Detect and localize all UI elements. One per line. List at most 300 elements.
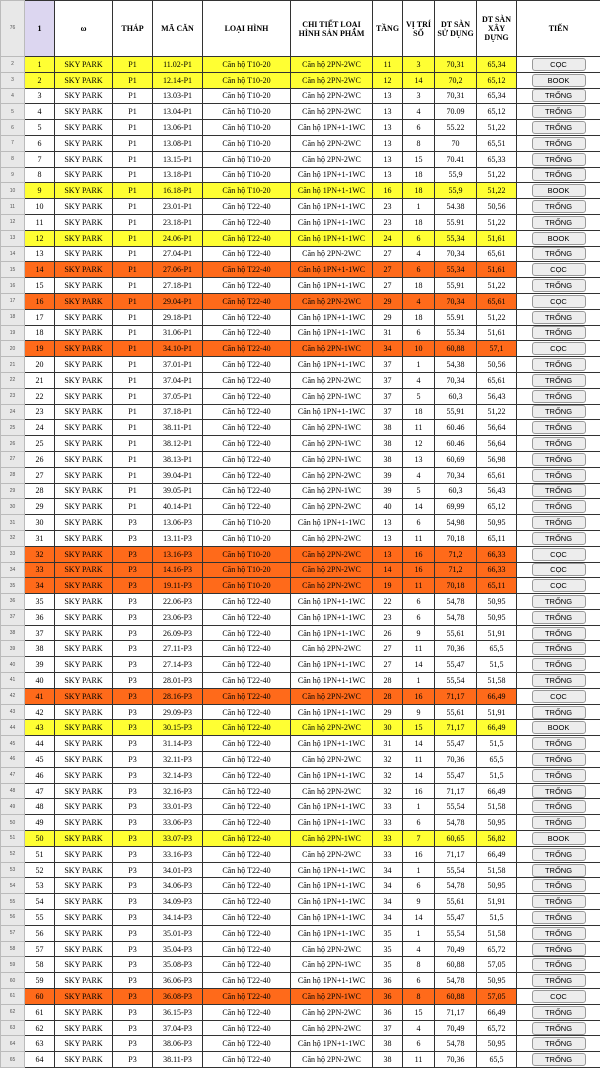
- position-cell[interactable]: 11: [403, 752, 435, 768]
- project-cell[interactable]: SKY PARK: [55, 925, 113, 941]
- type-cell[interactable]: Căn hộ T10-20: [203, 546, 291, 562]
- detail-cell[interactable]: Căn hộ 1PN+1-1WC: [291, 625, 373, 641]
- floor-cell[interactable]: 13: [373, 135, 403, 151]
- position-cell[interactable]: 4: [403, 1020, 435, 1036]
- tower-cell[interactable]: P3: [113, 957, 153, 973]
- area-build-cell[interactable]: 51,91: [477, 704, 517, 720]
- type-cell[interactable]: Căn hộ T22-40: [203, 262, 291, 278]
- row-number-cell[interactable]: 10: [1, 183, 25, 199]
- table-row[interactable]: [1, 894, 600, 910]
- type-cell[interactable]: Căn hộ T22-40: [203, 894, 291, 910]
- type-cell[interactable]: Căn hộ T10-20: [203, 151, 291, 167]
- stt-cell[interactable]: 64: [25, 1052, 55, 1068]
- status-cell[interactable]: [517, 341, 600, 357]
- stt-cell[interactable]: 63: [25, 1036, 55, 1052]
- detail-cell[interactable]: Căn hộ 1PN+1-1WC: [291, 357, 373, 373]
- position-cell[interactable]: 7: [403, 831, 435, 847]
- row-number-cell[interactable]: 33: [1, 546, 25, 562]
- area-build-cell[interactable]: 51,22: [477, 309, 517, 325]
- type-cell[interactable]: Căn hộ T22-40: [203, 846, 291, 862]
- detail-cell[interactable]: Căn hộ 1PN+1-1WC: [291, 167, 373, 183]
- area-build-cell[interactable]: 65,34: [477, 57, 517, 73]
- stt-cell[interactable]: 3: [25, 88, 55, 104]
- tower-cell[interactable]: P1: [113, 278, 153, 294]
- status-cell[interactable]: [517, 641, 600, 657]
- area-use-cell[interactable]: 55,9: [435, 183, 477, 199]
- area-build-cell[interactable]: 51,61: [477, 325, 517, 341]
- detail-cell[interactable]: Căn hộ 1PN+1-1WC: [291, 894, 373, 910]
- project-cell[interactable]: SKY PARK: [55, 120, 113, 136]
- status-cell[interactable]: [517, 167, 600, 183]
- status-cell[interactable]: [517, 894, 600, 910]
- detail-cell[interactable]: Căn hộ 1PN+1-1WC: [291, 199, 373, 215]
- table-row[interactable]: [1, 1004, 600, 1020]
- table-row[interactable]: [1, 862, 600, 878]
- detail-cell[interactable]: Căn hộ 2PN-2WC: [291, 688, 373, 704]
- tower-cell[interactable]: P3: [113, 688, 153, 704]
- stt-cell[interactable]: 27: [25, 467, 55, 483]
- status-cell[interactable]: [517, 293, 600, 309]
- detail-cell[interactable]: Căn hộ 2PN-1WC: [291, 420, 373, 436]
- floor-cell[interactable]: 34: [373, 910, 403, 926]
- table-row[interactable]: [1, 641, 600, 657]
- row-number-cell[interactable]: 43: [1, 704, 25, 720]
- stt-cell[interactable]: 19: [25, 341, 55, 357]
- detail-cell[interactable]: Căn hộ 2PN-2WC: [291, 641, 373, 657]
- detail-cell[interactable]: Căn hộ 1PN+1-1WC: [291, 609, 373, 625]
- status-cell[interactable]: [517, 609, 600, 625]
- position-cell[interactable]: 1: [403, 357, 435, 373]
- area-build-cell[interactable]: 51,61: [477, 230, 517, 246]
- floor-cell[interactable]: 27: [373, 246, 403, 262]
- unit-code-cell[interactable]: 13.04-P1: [153, 104, 203, 120]
- row-number-cell[interactable]: 50: [1, 815, 25, 831]
- unit-code-cell[interactable]: 13.06-P3: [153, 515, 203, 531]
- tower-cell[interactable]: P3: [113, 752, 153, 768]
- stt-cell[interactable]: 53: [25, 878, 55, 894]
- tower-cell[interactable]: P3: [113, 625, 153, 641]
- table-row[interactable]: [1, 467, 600, 483]
- tower-cell[interactable]: P1: [113, 135, 153, 151]
- area-use-cell[interactable]: 71,2: [435, 546, 477, 562]
- area-build-cell[interactable]: 51,58: [477, 799, 517, 815]
- project-cell[interactable]: SKY PARK: [55, 562, 113, 578]
- unit-code-cell[interactable]: 36.08-P3: [153, 989, 203, 1005]
- project-cell[interactable]: SKY PARK: [55, 783, 113, 799]
- area-build-cell[interactable]: 66,49: [477, 846, 517, 862]
- stt-cell[interactable]: 28: [25, 483, 55, 499]
- stt-cell[interactable]: 38: [25, 641, 55, 657]
- type-cell[interactable]: Căn hộ T22-40: [203, 467, 291, 483]
- status-cell[interactable]: [517, 262, 600, 278]
- unit-code-cell[interactable]: 13.11-P3: [153, 530, 203, 546]
- detail-cell[interactable]: Căn hộ 1PN+1-1WC: [291, 910, 373, 926]
- type-cell[interactable]: Căn hộ T22-40: [203, 1036, 291, 1052]
- table-row[interactable]: [1, 120, 600, 136]
- project-cell[interactable]: SKY PARK: [55, 846, 113, 862]
- area-use-cell[interactable]: 70,31: [435, 88, 477, 104]
- table-row[interactable]: [1, 657, 600, 673]
- project-cell[interactable]: SKY PARK: [55, 910, 113, 926]
- floor-cell[interactable]: 38: [373, 1036, 403, 1052]
- status-cell[interactable]: [517, 941, 600, 957]
- table-row[interactable]: [1, 515, 600, 531]
- row-number-cell[interactable]: 37: [1, 609, 25, 625]
- project-cell[interactable]: SKY PARK: [55, 372, 113, 388]
- project-cell[interactable]: SKY PARK: [55, 609, 113, 625]
- position-cell[interactable]: 18: [403, 278, 435, 294]
- stt-cell[interactable]: 21: [25, 372, 55, 388]
- area-build-cell[interactable]: 66,49: [477, 688, 517, 704]
- tower-cell[interactable]: P3: [113, 641, 153, 657]
- tower-cell[interactable]: P3: [113, 562, 153, 578]
- detail-cell[interactable]: Căn hộ 1PN+1-1WC: [291, 657, 373, 673]
- position-cell[interactable]: 8: [403, 135, 435, 151]
- status-cell[interactable]: [517, 657, 600, 673]
- type-cell[interactable]: Căn hộ T22-40: [203, 862, 291, 878]
- floor-cell[interactable]: 38: [373, 420, 403, 436]
- project-cell[interactable]: SKY PARK: [55, 957, 113, 973]
- type-cell[interactable]: Căn hộ T22-40: [203, 325, 291, 341]
- type-cell[interactable]: Căn hộ T10-20: [203, 72, 291, 88]
- stt-cell[interactable]: 13: [25, 246, 55, 262]
- floor-cell[interactable]: 33: [373, 799, 403, 815]
- tower-header[interactable]: THÁP: [113, 1, 153, 57]
- type-cell[interactable]: Căn hộ T22-40: [203, 1004, 291, 1020]
- position-cell[interactable]: 1: [403, 925, 435, 941]
- project-cell[interactable]: SKY PARK: [55, 451, 113, 467]
- type-cell[interactable]: Căn hộ T22-40: [203, 973, 291, 989]
- tower-cell[interactable]: P1: [113, 325, 153, 341]
- detail-cell[interactable]: Căn hộ 2PN-2WC: [291, 941, 373, 957]
- row-number-cell[interactable]: 56: [1, 910, 25, 926]
- type-cell[interactable]: Căn hộ T10-20: [203, 120, 291, 136]
- area-build-cell[interactable]: 50,95: [477, 594, 517, 610]
- area-use-cell[interactable]: 70,2: [435, 72, 477, 88]
- floor-cell[interactable]: 32: [373, 783, 403, 799]
- status-cell[interactable]: [517, 57, 600, 73]
- project-cell[interactable]: SKY PARK: [55, 989, 113, 1005]
- row-number-cell[interactable]: 40: [1, 657, 25, 673]
- stt-cell[interactable]: 61: [25, 1004, 55, 1020]
- detail-cell[interactable]: Căn hộ 2PN-1WC: [291, 957, 373, 973]
- table-row[interactable]: [1, 499, 600, 515]
- table-row[interactable]: [1, 815, 600, 831]
- area-use-cell[interactable]: 55,47: [435, 657, 477, 673]
- type-cell[interactable]: Căn hộ T22-40: [203, 499, 291, 515]
- table-row[interactable]: [1, 357, 600, 373]
- detail-cell[interactable]: Căn hộ 1PN+1-1WC: [291, 262, 373, 278]
- floor-cell[interactable]: 37: [373, 1020, 403, 1036]
- tower-cell[interactable]: P1: [113, 404, 153, 420]
- floor-cell[interactable]: 33: [373, 815, 403, 831]
- tower-cell[interactable]: P1: [113, 467, 153, 483]
- area-build-cell[interactable]: 50,56: [477, 357, 517, 373]
- project-cell[interactable]: SKY PARK: [55, 1036, 113, 1052]
- area-use-cell[interactable]: 55,54: [435, 925, 477, 941]
- row-number-cell[interactable]: 36: [1, 594, 25, 610]
- project-cell[interactable]: SKY PARK: [55, 625, 113, 641]
- status-cell[interactable]: [517, 530, 600, 546]
- area-use-cell[interactable]: 70.41: [435, 151, 477, 167]
- area-use-cell[interactable]: 70,36: [435, 641, 477, 657]
- type-cell[interactable]: Căn hộ T22-40: [203, 293, 291, 309]
- table-row[interactable]: [1, 1020, 600, 1036]
- area-use-cell[interactable]: 60,65: [435, 831, 477, 847]
- position-cell[interactable]: 14: [403, 499, 435, 515]
- area-use-cell[interactable]: 55,47: [435, 767, 477, 783]
- table-row[interactable]: [1, 309, 600, 325]
- detail-cell[interactable]: Căn hộ 1PN+1-1WC: [291, 183, 373, 199]
- stt-cell[interactable]: 31: [25, 530, 55, 546]
- table-row[interactable]: [1, 925, 600, 941]
- detail-cell[interactable]: Căn hộ 2PN-2WC: [291, 530, 373, 546]
- table-row[interactable]: [1, 388, 600, 404]
- detail-cell[interactable]: Căn hộ 1PN+1-1WC: [291, 515, 373, 531]
- status-cell[interactable]: [517, 483, 600, 499]
- stt-cell[interactable]: 11: [25, 214, 55, 230]
- project-cell[interactable]: SKY PARK: [55, 57, 113, 73]
- row-number-cell[interactable]: 5: [1, 104, 25, 120]
- status-cell[interactable]: [517, 562, 600, 578]
- position-cell[interactable]: 6: [403, 594, 435, 610]
- stt-cell[interactable]: 62: [25, 1020, 55, 1036]
- stt-cell[interactable]: 32: [25, 546, 55, 562]
- project-cell[interactable]: SKY PARK: [55, 578, 113, 594]
- area-use-cell[interactable]: 54,38: [435, 357, 477, 373]
- detail-cell[interactable]: Căn hộ 2PN-2WC: [291, 1052, 373, 1068]
- detail-cell[interactable]: Căn hộ 1PN+1-1WC: [291, 815, 373, 831]
- status-cell[interactable]: [517, 1020, 600, 1036]
- stt-cell[interactable]: 4: [25, 104, 55, 120]
- table-row[interactable]: [1, 1036, 600, 1052]
- area-use-cell[interactable]: 55,91: [435, 278, 477, 294]
- tower-cell[interactable]: P3: [113, 594, 153, 610]
- unit-code-cell[interactable]: 13.06-P1: [153, 120, 203, 136]
- type-cell[interactable]: Căn hộ T22-40: [203, 736, 291, 752]
- project-cell[interactable]: SKY PARK: [55, 515, 113, 531]
- status-cell[interactable]: [517, 372, 600, 388]
- stt-cell[interactable]: 14: [25, 262, 55, 278]
- table-row[interactable]: [1, 420, 600, 436]
- status-cell[interactable]: [517, 120, 600, 136]
- tower-cell[interactable]: P3: [113, 515, 153, 531]
- table-row[interactable]: [1, 973, 600, 989]
- floor-cell[interactable]: 11: [373, 57, 403, 73]
- project-cell[interactable]: SKY PARK: [55, 673, 113, 689]
- table-row[interactable]: [1, 88, 600, 104]
- status-cell[interactable]: [517, 546, 600, 562]
- project-cell[interactable]: SKY PARK: [55, 799, 113, 815]
- area-build-cell[interactable]: 57,05: [477, 989, 517, 1005]
- area-use-cell[interactable]: 70,49: [435, 941, 477, 957]
- floor-cell[interactable]: 13: [373, 167, 403, 183]
- floor-cell[interactable]: 29: [373, 309, 403, 325]
- tower-cell[interactable]: P1: [113, 262, 153, 278]
- type-cell[interactable]: Căn hộ T10-20: [203, 578, 291, 594]
- area-use-cell[interactable]: 71,17: [435, 783, 477, 799]
- position-cell[interactable]: 6: [403, 609, 435, 625]
- area-use-cell[interactable]: 55,9: [435, 167, 477, 183]
- status-cell[interactable]: [517, 815, 600, 831]
- type-cell[interactable]: Căn hộ T22-40: [203, 214, 291, 230]
- position-cell[interactable]: 14: [403, 767, 435, 783]
- unit-code-cell[interactable]: 13.03-P1: [153, 88, 203, 104]
- position-cell[interactable]: 9: [403, 704, 435, 720]
- stt-cell[interactable]: 46: [25, 767, 55, 783]
- area-build-cell[interactable]: 50,95: [477, 878, 517, 894]
- table-row[interactable]: [1, 767, 600, 783]
- unit-code-cell[interactable]: 27.11-P3: [153, 641, 203, 657]
- area-use-cell[interactable]: 54,78: [435, 609, 477, 625]
- project-cell[interactable]: SKY PARK: [55, 973, 113, 989]
- project-cell[interactable]: SKY PARK: [55, 594, 113, 610]
- stt-cell[interactable]: 15: [25, 278, 55, 294]
- position-cell[interactable]: 5: [403, 388, 435, 404]
- area-build-cell[interactable]: 65,61: [477, 246, 517, 262]
- floor-cell[interactable]: 37: [373, 404, 403, 420]
- floor-cell[interactable]: 27: [373, 278, 403, 294]
- position-cell[interactable]: 8: [403, 957, 435, 973]
- unit-code-cell[interactable]: 27.14-P3: [153, 657, 203, 673]
- project-cell[interactable]: SKY PARK: [55, 246, 113, 262]
- table-row[interactable]: [1, 1052, 600, 1068]
- row-number-cell[interactable]: 62: [1, 1004, 25, 1020]
- project-cell[interactable]: SKY PARK: [55, 1052, 113, 1068]
- stt-cell[interactable]: 50: [25, 831, 55, 847]
- tower-cell[interactable]: P1: [113, 88, 153, 104]
- table-row[interactable]: [1, 910, 600, 926]
- status-cell[interactable]: [517, 183, 600, 199]
- detail-cell[interactable]: Căn hộ 2PN-1WC: [291, 341, 373, 357]
- type-cell[interactable]: Căn hộ T22-40: [203, 657, 291, 673]
- status-cell[interactable]: [517, 720, 600, 736]
- area-build-cell[interactable]: 65,61: [477, 293, 517, 309]
- row-number-cell[interactable]: 20: [1, 341, 25, 357]
- unit-code-cell[interactable]: 34.06-P3: [153, 878, 203, 894]
- type-cell[interactable]: Căn hộ T22-40: [203, 688, 291, 704]
- area-build-cell[interactable]: 51,91: [477, 625, 517, 641]
- floor-cell[interactable]: 19: [373, 578, 403, 594]
- detail-cell[interactable]: Căn hộ 1PN+1-1WC: [291, 799, 373, 815]
- table-row[interactable]: [1, 293, 600, 309]
- row-number-cell[interactable]: 55: [1, 894, 25, 910]
- tower-cell[interactable]: P1: [113, 436, 153, 452]
- stt-cell[interactable]: 35: [25, 594, 55, 610]
- stt-cell[interactable]: 5: [25, 120, 55, 136]
- unit-code-cell[interactable]: 29.04-P1: [153, 293, 203, 309]
- type-cell[interactable]: Căn hộ T22-40: [203, 420, 291, 436]
- table-row[interactable]: [1, 530, 600, 546]
- stt-cell[interactable]: 52: [25, 862, 55, 878]
- project-cell[interactable]: SKY PARK: [55, 720, 113, 736]
- type-cell[interactable]: Căn hộ T22-40: [203, 673, 291, 689]
- row-number-cell[interactable]: 38: [1, 625, 25, 641]
- stt-cell[interactable]: 58: [25, 957, 55, 973]
- area-use-cell[interactable]: 70,18: [435, 578, 477, 594]
- status-cell[interactable]: [517, 673, 600, 689]
- unit-code-cell[interactable]: 13.18-P1: [153, 167, 203, 183]
- row-number-header[interactable]: 76: [1, 1, 25, 57]
- unit-code-cell[interactable]: 28.01-P3: [153, 673, 203, 689]
- table-row[interactable]: [1, 372, 600, 388]
- position-cell[interactable]: 3: [403, 57, 435, 73]
- stt-cell[interactable]: 51: [25, 846, 55, 862]
- area-build-cell[interactable]: 65,12: [477, 72, 517, 88]
- detail-cell[interactable]: Căn hộ 2PN-2WC: [291, 246, 373, 262]
- type-cell[interactable]: Căn hộ T22-40: [203, 720, 291, 736]
- detail-cell[interactable]: Căn hộ 1PN+1-1WC: [291, 309, 373, 325]
- floor-cell[interactable]: 27: [373, 657, 403, 673]
- tower-cell[interactable]: P3: [113, 894, 153, 910]
- floor-cell[interactable]: 13: [373, 120, 403, 136]
- area-use-cell[interactable]: 70,34: [435, 467, 477, 483]
- row-number-cell[interactable]: 42: [1, 688, 25, 704]
- tower-cell[interactable]: P3: [113, 799, 153, 815]
- table-row[interactable]: [1, 262, 600, 278]
- status-cell[interactable]: [517, 625, 600, 641]
- detail-cell[interactable]: Căn hộ 1PN+1-1WC: [291, 214, 373, 230]
- type-cell[interactable]: Căn hộ T10-20: [203, 135, 291, 151]
- table-row[interactable]: [1, 831, 600, 847]
- table-row[interactable]: [1, 783, 600, 799]
- area-build-header[interactable]: DT SÀN XÂY DỰNG: [477, 1, 517, 57]
- position-cell[interactable]: 18: [403, 183, 435, 199]
- position-cell[interactable]: 11: [403, 641, 435, 657]
- detail-cell[interactable]: Căn hộ 2PN-2WC: [291, 546, 373, 562]
- row-number-cell[interactable]: 51: [1, 831, 25, 847]
- type-cell[interactable]: Căn hộ T22-40: [203, 199, 291, 215]
- area-use-cell[interactable]: 55,61: [435, 704, 477, 720]
- area-use-cell[interactable]: 55.34: [435, 325, 477, 341]
- stt-cell[interactable]: 45: [25, 752, 55, 768]
- area-use-cell[interactable]: 55,61: [435, 625, 477, 641]
- project-cell[interactable]: SKY PARK: [55, 767, 113, 783]
- project-cell[interactable]: SKY PARK: [55, 894, 113, 910]
- detail-cell[interactable]: Căn hộ 2PN-2WC: [291, 846, 373, 862]
- stt-cell[interactable]: 10: [25, 199, 55, 215]
- position-cell[interactable]: 6: [403, 973, 435, 989]
- tower-cell[interactable]: P1: [113, 420, 153, 436]
- detail-cell[interactable]: Căn hộ 2PN-2WC: [291, 72, 373, 88]
- stt-cell[interactable]: 59: [25, 973, 55, 989]
- area-use-cell[interactable]: 60,3: [435, 388, 477, 404]
- position-cell[interactable]: 1: [403, 862, 435, 878]
- tower-cell[interactable]: P1: [113, 309, 153, 325]
- status-cell[interactable]: [517, 451, 600, 467]
- floor-cell[interactable]: 26: [373, 625, 403, 641]
- row-number-cell[interactable]: 15: [1, 262, 25, 278]
- table-row[interactable]: [1, 578, 600, 594]
- table-row[interactable]: [1, 230, 600, 246]
- area-use-cell[interactable]: 54.38: [435, 199, 477, 215]
- table-row[interactable]: [1, 941, 600, 957]
- table-row[interactable]: [1, 167, 600, 183]
- detail-cell[interactable]: Căn hộ 1PN+1-1WC: [291, 878, 373, 894]
- table-row[interactable]: [1, 246, 600, 262]
- table-row[interactable]: [1, 325, 600, 341]
- tower-cell[interactable]: P3: [113, 704, 153, 720]
- floor-cell[interactable]: 39: [373, 467, 403, 483]
- row-number-cell[interactable]: 54: [1, 878, 25, 894]
- tower-cell[interactable]: P3: [113, 720, 153, 736]
- tower-cell[interactable]: P1: [113, 499, 153, 515]
- type-cell[interactable]: Căn hộ T10-20: [203, 515, 291, 531]
- area-use-cell[interactable]: 54,78: [435, 594, 477, 610]
- floor-cell[interactable]: 13: [373, 88, 403, 104]
- tower-cell[interactable]: P1: [113, 120, 153, 136]
- row-number-cell[interactable]: 48: [1, 783, 25, 799]
